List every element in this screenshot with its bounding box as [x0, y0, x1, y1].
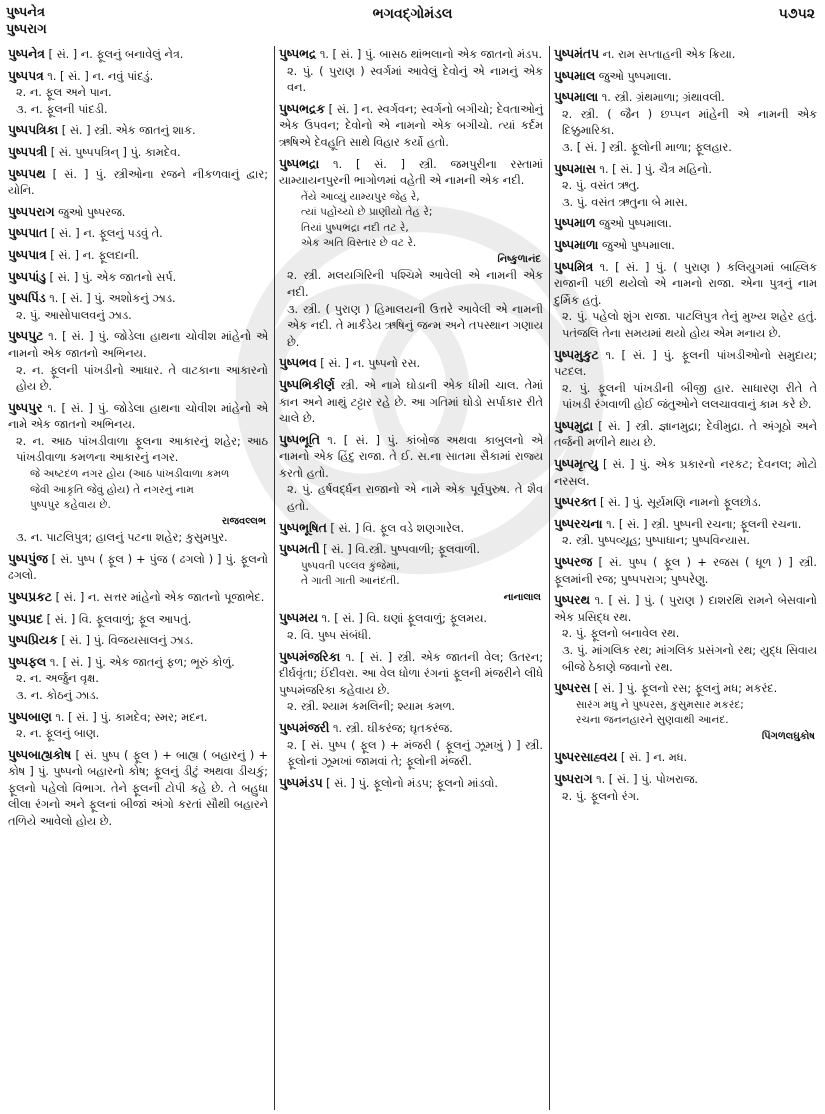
entry-definition: જુઓ પુષ્પરજ. [58, 205, 126, 219]
dictionary-entry [554, 347, 817, 381]
entry-definition: [ સં. ] ન. સત્તર માંહેનો એક જાતનો પૂજાભેદ. [55, 590, 265, 604]
entry-headword: પુષ્પમતી [279, 542, 320, 557]
dictionary-entry [8, 269, 268, 287]
entry-headword: પુષ્પભદ્ર [279, 47, 317, 61]
entry-definition: [ સં. ] પું. સ્ત્રીઓના રજને નીકળવાનું દ્વાર; યોનિ. [8, 167, 268, 198]
entry-definition: [ સં. ] સ્ત્રી. જ્ઞાનમુદ્રા; દેવીમુદ્રા. તે અંગૂઠો અને તર્જની મળીને થાય છે. [554, 419, 817, 450]
first-guide-word: પુષ્પનેત્ર [6, 5, 45, 20]
entry-headword: પુષ્પમંડપ [279, 775, 323, 790]
entry-headword: પુષ્પપથ [8, 166, 46, 181]
entry-sense: ૨. પું. વસંત ઋતુ. [562, 179, 640, 193]
entry-sense: ૩. ન. પાટલિપુત્ર; હાલનું પટના શહેર; કુસુમપુર. [16, 531, 228, 545]
dictionary-entry [8, 144, 268, 162]
dictionary-entry [8, 611, 268, 629]
dictionary-entry [279, 720, 543, 738]
entry-definition: [ સં. ] પું. વિજયસાલનું ઝાડ. [61, 634, 194, 648]
dictionary-entry [8, 589, 268, 607]
quotation-line: તિયાં પુષ્પભદ્રા નદી તટ રે, [301, 221, 409, 234]
entry-definition: [ સં. ] સ્ત્રી. એક જાતનું શાક. [61, 124, 196, 138]
dictionary-entry [279, 432, 543, 483]
entry-definition: [ સં. પુષ્પ ( ફૂલ ) + પુંજ ( ઢગલો ) ] પું. ફૂલનો ઢગલો. [8, 552, 268, 583]
dictionary-entry [279, 101, 543, 152]
dictionary-entry [8, 551, 268, 585]
dictionary-entry [554, 215, 817, 233]
entry-definition: ૧. [ સં. ] પું. પોખરાજ. [596, 772, 698, 786]
dictionary-entry [279, 520, 543, 538]
entry-headword: પુષ્પનેત્ર [8, 47, 45, 61]
entry-definition: ન. રામ સપ્તાહની એક ક્રિયા. [602, 48, 736, 61]
quotation-line: પુષ્પપુર કહેવાય છે. [30, 499, 111, 512]
entry-definition: [ સં. ] વિ. ફૂલ વડે શણગારેલ. [330, 521, 465, 535]
entry-definition: [ સં. પુષ્પપત્રિન્ ] પું. કામદેવ. [50, 145, 181, 159]
entry-headword: પુષ્પપરાગ [8, 204, 55, 219]
entry-headword: પુષ્પમૃત્યુ [554, 457, 599, 472]
entry-definition: ૧. [ સં. ] સ્ત્રી. પુષ્પની રચના; ફૂલની રચના. [606, 517, 802, 531]
entry-sense: ૨. વિ. પુષ્પ સંબંધી. [287, 629, 372, 643]
quotation-source: નાનાલાલ [503, 591, 541, 603]
entry-definition: [ સં. ] પું. સૂર્યમણિ નામનો ફૂલછોડ. [600, 496, 762, 510]
entry-headword: પુષ્પપિંડ [8, 291, 46, 306]
dictionary-entry [554, 418, 817, 452]
entry-definition: [ સં. પુષ્પ ( ફૂલ ) + રજસ ( ધૂળ ) ] સ્ત્રી. ફૂલમાંની રજ; પુષ્પપરાગ; પુષ્પરેણુ. [554, 556, 818, 586]
entry-headword: પુષ્પપત્ર [8, 68, 44, 83]
column-3 [550, 46, 823, 1110]
entry-headword: પુષ્પરજ [554, 555, 593, 570]
dictionary-entry [554, 68, 817, 86]
dictionary-entry [554, 46, 817, 64]
dictionary-entry [279, 355, 543, 373]
entry-definition: ૧. [ સં. ] વિ. ઘણાં ફૂલવાળું; ફૂલમય. [321, 612, 487, 626]
quotation-line: તે ગાતી ગાતી આનંદતી. [301, 575, 400, 588]
quotation-line: તેંયે આવ્યું યામ્યપુર જેહ રે, [301, 190, 420, 203]
entry-headword: પુષ્પબાહ્યકોષ [8, 747, 72, 762]
dictionary-entry [554, 89, 817, 107]
entry-sense: ૨. પું. ફૂલનો બનાવેલ રથ. [562, 627, 680, 641]
entry-headword: પુષ્પરસ [554, 681, 591, 696]
entry-sense: ૨. ન. આઠ પાંખડીવાળા ફૂલના આકારનું શહેર; આઠ પાંખડીવાળા કમળના આકારનું નગર. [16, 434, 268, 465]
dictionary-entry [554, 749, 817, 767]
entry-sense: ૩. પું. વસંત ઋતુના બે માસ. [562, 195, 688, 209]
entry-definition: ૧. [ સં. ] પું. ( પુરાણ ) કલિયુગમાં બાહ્લિક રાજાની પછી થયેલો એ નામનો રાજા. એના પુત્રનું નામ દુર્મિક હતું. [554, 260, 818, 307]
entry-headword: પુષ્પફલ [8, 654, 47, 669]
entry-headword: પુષ્પમાલા [554, 90, 599, 105]
dictionary-entry [279, 541, 543, 559]
entry-sense: ૩. ન. ફૂલની પાંદડી. [16, 102, 108, 116]
entry-headword: પુષ્પભૂષિત [279, 520, 327, 535]
entry-headword: પુષ્પરથ [554, 593, 590, 608]
entry-definition: ૧. [ સં. ] પું. જોડેલા હાથના ચોવીશ માંહેનો એ નામે એક જાતનો અભિનય. [8, 401, 268, 432]
entry-definition: ૧. [ સં. ] સ્ત્રી. જમપુરીના રસ્તામાં યામ્યાયનપુરની ભાગોળમાં વહેતી એ નામની એક નદી. [279, 157, 543, 188]
entry-definition: જુઓ પુષ્પમાલા. [598, 69, 672, 83]
entry-headword: પુષ્પપાંડુ [8, 269, 46, 284]
entry-definition: ૧. [ સં. ] પું. અશોકનું ઝાડ. [49, 292, 176, 306]
entry-definition: ૧. સ્ત્રી. ગ્રંથમાળા; ગ્રંથાવલી. [601, 91, 725, 105]
entry-headword: પુષ્પપ્રદ [8, 611, 43, 626]
dictionary-entry [8, 328, 268, 362]
page-header [6, 4, 819, 44]
entry-sense: ૨. પું. ( પુરાણ ) સ્વર્ગમાં આવેલું દેવોનું એ નામનું એક વન. [287, 64, 543, 95]
dictionary-entry [554, 237, 817, 255]
dictionary-entry [279, 46, 543, 64]
dictionary-entry [8, 122, 268, 140]
entry-sense: ૨. પું. ફૂલની પાંખડીની બીજી હાર. સાધારણ રીતે તે પાંખડી રંગવાળી હોઈ જંતુઓને લલચાવવાનું કામ કરે છે. [562, 381, 817, 412]
entry-headword: પુષ્પમુદ્રા [554, 418, 594, 433]
dictionary-entry [8, 747, 268, 831]
page-number: ૫૭૫૨ [778, 6, 815, 22]
entry-definition: [ સં. ] પું. ફૂલોનો મંડપ; ફૂલનો માંડવો. [326, 776, 499, 790]
entry-headword: પુષ્પપ્રિયક [8, 633, 58, 648]
entry-definition: [ સં. ] પું. એક જાતનો સર્પ. [49, 270, 177, 284]
entry-headword: પુષ્પપુર [8, 400, 43, 415]
entry-headword: પુષ્પમંતપ [554, 47, 599, 61]
quotation-line: ત્યાં પહોંચ્યો છે પ્રાણીયો તેહ રે; [301, 206, 433, 219]
dictionary-entry [279, 377, 543, 428]
entry-definition: સ્ત્રી. એ નામે ઘોડાની એક ધીમી ચાલ. તેમાં કાન અને માથું ટટ્ટાર રહે છે. આ ગતિમાં ઘોડો સર્પાકાર રીતે ચાલે છે. [279, 378, 544, 426]
entry-definition: ૧. [ સં. ] પું. એક જાતનું ફળ; ભૂરું કોળું. [49, 655, 235, 669]
entry-definition: ૧. [ સં. ] પું. જોડેલા હાથના ચોવીશ માંહેનો એ નામનો એક જાતનો અભિનય. [8, 330, 269, 360]
dictionary-entry [8, 225, 268, 243]
dictionary-entry [554, 456, 817, 490]
entry-headword: પુષ્પપુંજ [8, 551, 48, 566]
dictionary-entry [554, 592, 817, 626]
entry-definition: જુઓ પુષ્પમાલા. [602, 238, 675, 252]
entry-headword: પુષ્પપ્રકટ [8, 589, 52, 604]
entry-sense: ૩. સ્ત્રી. ( પુરાણ ) હિમાલયની ઉત્તરે આવેલી એ નામની એક નદી. તે માર્કંડેય ઋષિનું જન્મ અને તપસ્થાન ગણાય છે. [287, 302, 543, 349]
entry-headword: પુષ્પભદ્રક [279, 101, 325, 116]
entry-headword: પુષ્પમિત્ર [554, 259, 594, 274]
dictionary-entry [554, 680, 817, 698]
quotation-line: એક અતિ વિસ્તાર છે વટ રે. [301, 237, 417, 250]
entry-sense: ૨. સ્ત્રી. મલયગિરિની પશ્ચિમે આવેલી એ નામની એક નદી. [287, 269, 543, 299]
quotation-line: જે અષ્ટદળ નગર હોય (આઠ પાંખડીવાળા કમળ [30, 468, 230, 481]
entry-headword: પુષ્પભદ્રા [279, 156, 320, 171]
dictionary-entry [279, 775, 543, 793]
entry-sense: ૩. [ સં. ] સ્ત્રી. ફૂલોની માળા; ફૂલહાર. [562, 140, 732, 154]
entry-headword: પુષ્પમુકુટ [554, 347, 599, 362]
dictionary-entry [8, 68, 268, 86]
entry-definition: [ સં. ] પું. એક પ્રકારનો નરકટ; દેવનલ; મોટો નરસલ. [554, 458, 818, 488]
entry-headword: પુષ્પમાલ [554, 68, 596, 83]
entry-definition: [ સં. પુષ્પ ( ફૂલ ) + બાહ્ય ( બહારનું ) + કોષ ] પું. પુષ્પનો બહારનો કોષ; ફૂલનું ડીટું અથવા ડીચકું; ફૂલનો પહેલો વિભાગ. તેને ફૂલની ટોપી કહે છે. તે બહુધા લીલા રંગનો અને ફૂલનાં બીજાં અંગો કરતાં સૌથી બહારને તળિયે આવેલો હોય છે. [8, 748, 268, 829]
entry-sense: ૨. ન. અર્જુન વૃક્ષ. [16, 672, 99, 686]
dictionary-entry [8, 166, 268, 200]
entry-headword: પુષ્પમાળ [554, 216, 596, 231]
entry-headword: પુષ્પમય [279, 611, 318, 626]
dictionary-entry [8, 204, 268, 222]
entry-headword: પુષ્પપાત [8, 226, 48, 241]
entry-headword: પુષ્પમંજરિકા [279, 649, 341, 664]
entry-definition: ૧. [ સં. ] પું. બાસઠ થાંભલાનો એક જાતનો મંડપ. [319, 48, 543, 61]
entry-definition: [ સં. ] વિ. ફૂલવાળું; ફૂલ આપતું. [46, 612, 192, 626]
entry-headword: પુષ્પપાત્ર [8, 247, 47, 262]
entry-definition: ૧. સ્ત્રી. ઘીકરંજ; ઘૃતકરંજ. [332, 722, 453, 735]
entry-headword: પુષ્પભિકીર્ણ [279, 377, 335, 392]
dictionary-entry [554, 161, 817, 179]
quotation-source: નિષ્કુળાનંદ [497, 253, 541, 265]
dictionary-columns [4, 46, 823, 1110]
column-2 [275, 46, 549, 1110]
entry-headword: પુષ્પપત્રી [8, 144, 48, 159]
quotation-source: રાજવલ્લભ [221, 515, 266, 527]
dictionary-entry [554, 516, 817, 534]
entry-headword: પુષ્પભૂતિ [279, 432, 320, 447]
entry-definition: [ સં. ] વિ.સ્ત્રી. પુષ્પવાળી; ફૂલવાળી. [323, 543, 480, 557]
quotation-line: પુષ્પવતી પલ્લવ કુંજેમાં, [301, 559, 400, 572]
entry-definition: ૧. [ સં. ] પું. કામદેવ; સ્મર; મદન. [55, 710, 208, 724]
entry-definition: ૧. [ સં. ] પું. કાંબોજ અથવા કાબુલનો એ નામનો એક હિંદુ રાજા. તે ઈ. સ.ના સાતમા સૈકામાં રાજ્ય કરતો હતો. [279, 433, 544, 480]
entry-headword: પુષ્પપત્રિકા [8, 123, 59, 138]
entry-definition: ૧. [ સં. ] પું. ફૂલની પાંખડીઓનો સમુદાય; પટદલ. [554, 348, 818, 379]
dictionary-entry [279, 649, 543, 700]
entry-sense: ૨. સ્ત્રી. શ્યામ કમલિની; શ્યામ કમળ. [287, 700, 455, 714]
dictionary-entry [8, 632, 268, 650]
dictionary-entry [554, 494, 817, 512]
entry-definition: [ સં. ] ન. મધ. [620, 751, 688, 765]
dictionary-entry [8, 46, 268, 64]
entry-headword: પુષ્પમાસ [554, 161, 596, 176]
dictionary-entry [8, 290, 268, 308]
quotation-line: સારંગ મધુ ને પુષ્પરસ, કુસુમસાર મકરંદ; [576, 698, 744, 711]
entry-headword: પુષ્પમંજરી [279, 721, 330, 735]
entry-definition: ૧. [ સં. ] પું. ચૈત્ર મહિનો. [599, 162, 712, 176]
entry-headword: પુષ્પરસાહ્વય [554, 750, 618, 765]
entry-sense: ૩. ન. કોઠનું ઝાડ. [16, 688, 100, 702]
entry-sense: ૨. સ્ત્રી. પુષ્પવ્યૂહ; પુષ્પાધાન; પુષ્પવિન્યાસ. [562, 534, 751, 548]
entry-headword: પુષ્પપુટ [8, 329, 44, 344]
entry-headword: પુષ્પરાગ [554, 771, 593, 786]
entry-sense: ૨. પું. આસોપાલવનું ઝાડ. [16, 308, 132, 322]
entry-definition: [ સં. ] પું. ફૂલનો રસ; ફૂલનું મધ; મકરંદ. [594, 682, 778, 696]
dictionary-entry [8, 654, 268, 672]
entry-headword: પુષ્પબાણ [8, 709, 52, 724]
entry-sense: ૨. ન. ફૂલનું બાણ. [16, 727, 100, 741]
entry-headword: પુષ્પભવ [279, 356, 317, 371]
entry-sense: ૨. [ સં. પુષ્પ ( ફૂલ ) + મંજરી ( ફૂલનું ઝૂમખું ) ] સ્ત્રી. ફૂલોનાં ઝૂમખાં જામવાં તે; ફૂલોની મંજરી. [287, 738, 543, 769]
entry-sense: ૨. સ્ત્રી. ( જૈન ) છપ્પન માંહેની એ નામની એક દિક્કુમારિકા. [562, 107, 817, 138]
column-1 [4, 46, 274, 1110]
entry-definition: જુઓ પુષ્પમાલા. [599, 217, 672, 231]
dictionary-entry [279, 156, 543, 190]
last-guide-word: પુષ્પરાગ [6, 22, 47, 37]
dictionary-entry [8, 247, 268, 265]
entry-headword: પુષ્પરચના [554, 516, 603, 531]
entry-definition: [ સં. ] ન. સ્વર્ગવન; સ્વર્ગનો બગીચો; દેવતાઓનું એક ઉપવન; દેવોનો એ નામનો એક બગીચો. ત્યાં કર્દમ ઋષિએ દેવહૂતિ સાથે વિહાર કર્યો હતો. [279, 102, 543, 149]
entry-definition: ૧. [ સં. ] સ્ત્રી. એક જાતની વેલ; ઉતરન; દીર્ઘવૃંતા; ઈંદીવરા. આ વેલ ધોળા રંગનાં ફૂલની મંજરીને લીધે પુષ્પમંજરિકા કહેવાય છે. [279, 650, 543, 697]
book-title: ભગવદ્ગોમંડલ [372, 6, 453, 22]
entry-sense: ૩. પું. માંગલિક રથ; માંગલિક પ્રસંગનો રથ; યુદ્ધ સિવાય બીજે ઠેકાણે જવાનો રથ. [562, 644, 817, 674]
quotation-source: પિંગળલઘુકોષ [761, 730, 815, 742]
entry-headword: પુષ્પમાળા [554, 237, 599, 252]
dictionary-entry [554, 771, 817, 789]
dictionary-entry [554, 554, 817, 588]
entry-definition: [ સં. ] ન. ફૂલનું બનાવેલું નેત્ર. [48, 48, 184, 61]
entry-definition: [ સં. ] ન. ફૂલનું પડવું તે. [50, 227, 163, 241]
quotation-line: રચના જનનહારને સુણવાથી આનંદ. [576, 714, 729, 727]
dictionary-entry [8, 400, 268, 434]
entry-definition: [ સં. ] ન. ફૂલદાની. [50, 248, 140, 262]
dictionary-entry [8, 709, 268, 727]
dictionary-entry [554, 259, 817, 310]
entry-sense: ૨. પું. ફૂલનો રંગ. [562, 789, 640, 803]
entry-definition: [ સં. ] ન. પુષ્પનો રસ. [320, 357, 421, 371]
dictionary-entry [279, 610, 543, 628]
entry-sense: ૨. ન. ફૂલની પાંખડીનો આધાર. તે વાટકાના આકારનો હોય છે. [16, 363, 268, 394]
entry-sense: ૨. ન. ફૂલ અને પાન. [16, 86, 112, 100]
quotation-line: જેવી આકૃતિ જેવું હોય) તે નગરનું નામ [30, 483, 194, 496]
entry-sense: ૨. પું. હર્ષવર્દ્ધન રાજાનો એ નામે એક પૂર્વપુરુષ. તે શૈવ હતો. [287, 483, 543, 514]
entry-definition: ૧. [ સં. ] ન. નવું પાંદડું. [47, 69, 154, 83]
entry-sense: ૨. પું. પહેલો શુંગ રાજા. પાટલિપુત્ર તેનું મુખ્ય શહેર હતું. પતંજલિ તેના સમયમાં થયો હોય એમ મનાય છે. [562, 310, 817, 340]
entry-headword: પુષ્પરક્ત [554, 495, 597, 510]
entry-definition: ૧. [ સં. ] પું. ( પુરાણ ) દાશરથિ રામને બેસવાનો એક પ્રસિદ્ધ રથ. [554, 594, 817, 624]
